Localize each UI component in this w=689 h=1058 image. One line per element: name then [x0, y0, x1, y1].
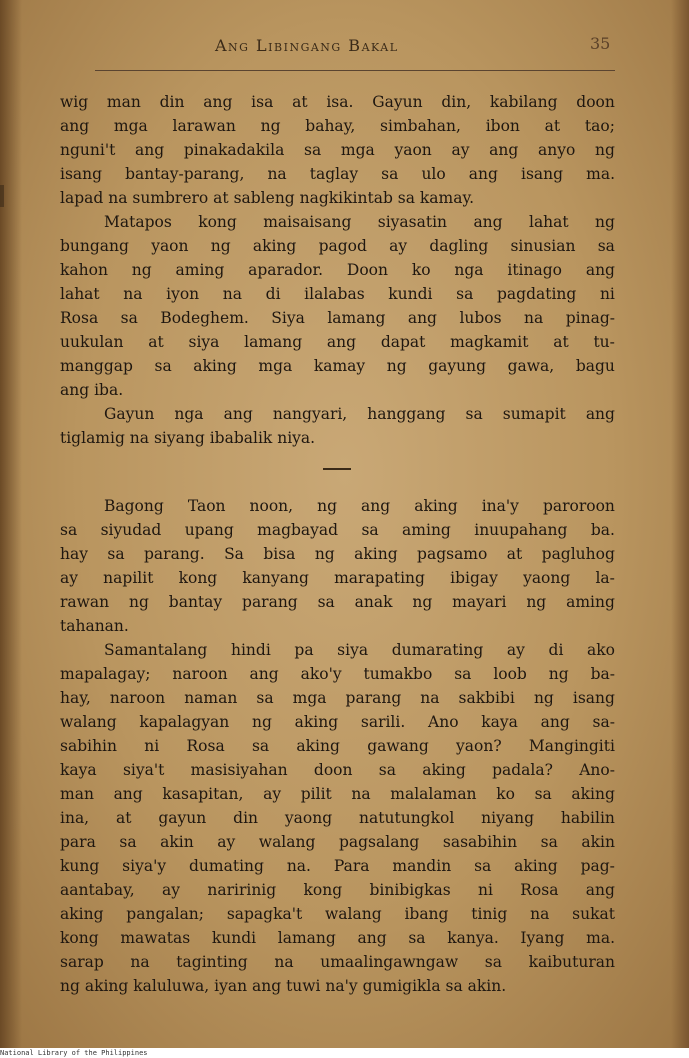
section-divider	[60, 450, 615, 494]
text-line: aking pangalan; sapagka't walang ibang tinig na sukat	[60, 905, 615, 923]
text-line: para sa akin ay walang pagsalang sasabihin sa akin	[60, 833, 615, 851]
page-header	[0, 30, 689, 60]
text-line: ang mga larawan ng bahay, simbahan, ibon at tao;	[60, 117, 615, 135]
text-line: man ang kasapitan, ay pilit na malalaman ko sa aking	[60, 785, 615, 803]
text-line: sa siyudad upang magbayad sa aming inuupahang ba.	[60, 521, 615, 539]
text-line: ay napilit kong kanyang marapating ibigay yaong la-	[60, 569, 615, 587]
text-line: hay sa parang. Sa bisa ng aking pagsamo at pagluhog	[60, 545, 615, 563]
text-line: sabihin ni Rosa sa aking gawang yaon? Mangingiti	[60, 737, 615, 755]
text-line: uukulan at siya lamang ang dapat magkamit at tu-	[60, 333, 615, 351]
text-line: kahon ng aming aparador. Doon ko nga itinago ang	[60, 261, 615, 279]
text-line: aantabay, ay naririnig kong binibigkas ni Rosa ang	[60, 881, 615, 899]
text-line: Bagong Taon noon, ng ang aking ina'y paroroon	[104, 497, 615, 515]
text-line: hay, naroon naman sa mga parang na sakbibi ng isang	[60, 689, 615, 707]
library-credit: National Library of the Philippines	[0, 1049, 148, 1057]
text-line: ang iba.	[60, 381, 124, 399]
divider-rule	[323, 468, 351, 470]
text-line: isang bantay-parang, na taglay sa ulo ang isang ma.	[60, 165, 615, 183]
text-line: Matapos kong maisaisang siyasatin ang lahat ng	[104, 213, 615, 231]
running-title: Ang Libingang Bakal	[215, 36, 399, 55]
body-text	[60, 90, 615, 998]
text-line: Rosa sa Bodeghem. Siya lamang ang lubos na pinag-	[60, 309, 615, 327]
margin-mark	[0, 185, 4, 207]
paragraph	[60, 402, 615, 450]
page-edge-shadow-left	[0, 0, 22, 1048]
text-line: kung siya'y dumating na. Para mandin sa aking pag-	[60, 857, 615, 875]
text-line: lahat na iyon na di ilalabas kundi sa pagdating ni	[60, 285, 615, 303]
paragraph	[60, 90, 615, 210]
text-line: Gayun nga ang nangyari, hanggang sa sumapit ang	[104, 405, 615, 423]
text-line: tahanan.	[60, 617, 129, 635]
text-line: wig man din ang isa at isa. Gayun din, kabilang doon	[60, 93, 615, 111]
paragraph	[60, 638, 615, 998]
text-line: ng aking kaluluwa, iyan ang tuwi na'y gumigikla sa akin.	[60, 977, 507, 995]
paragraph	[60, 210, 615, 402]
text-line: Samantalang hindi pa siya dumarating ay di ako	[104, 641, 615, 659]
text-line: manggap sa aking mga kamay ng gayung gawa, bagu	[60, 357, 615, 375]
text-line: kong mawatas kundi lamang ang sa kanya. Iyang ma.	[60, 929, 615, 947]
text-line: nguni't ang pinakadakila sa mga yaon ay ang anyo ng	[60, 141, 615, 159]
page-number: 35	[590, 34, 611, 53]
text-line: tiglamig na siyang ibabalik niya.	[60, 429, 316, 447]
text-line: kaya siya't masisiyahan doon sa aking padala? Ano-	[60, 761, 615, 779]
text-line: rawan ng bantay parang sa anak ng mayari ng aming	[60, 593, 615, 611]
text-line: walang kapalagyan ng aking sarili. Ano kaya ang sa-	[60, 713, 615, 731]
header-rule	[95, 70, 615, 71]
text-line: ina, at gayun din yaong natutungkol niyang habilin	[60, 809, 615, 827]
text-line: bungang yaon ng aking pagod ay dagling sinusian sa	[60, 237, 615, 255]
text-line: lapad na sumbrero at sableng nagkikintab sa kamay.	[60, 189, 475, 207]
text-line: mapalagay; naroon ang ako'y tumakbo sa loob ng ba-	[60, 665, 615, 683]
paragraph	[60, 494, 615, 638]
text-line: sarap na taginting na umaalingawngaw sa kaibuturan	[60, 953, 615, 971]
page-edge-shadow-right	[671, 0, 689, 1048]
